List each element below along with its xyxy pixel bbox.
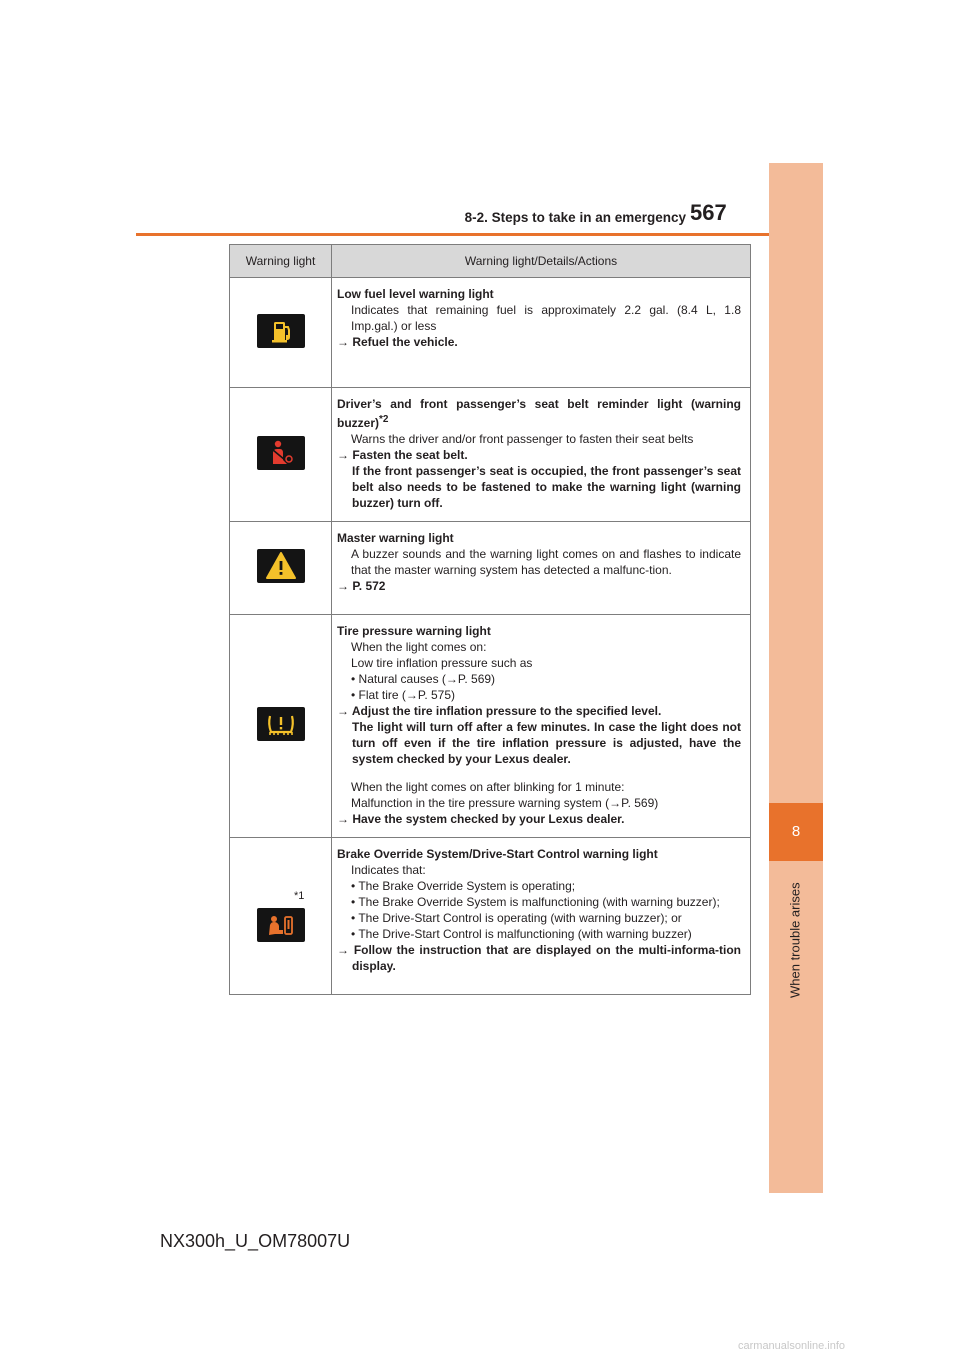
watermark: carmanualsonline.info	[738, 1340, 846, 1352]
document-code: NX300h_U_OM78007U	[160, 1231, 351, 1251]
table-row	[230, 522, 751, 615]
row-action: → P. 572	[337, 579, 386, 593]
row-line: Malfunction in the tire pressure warning system (→P. 569)	[351, 796, 659, 810]
warning-triangle-icon	[257, 549, 305, 583]
col-header-details: Warning light/Details/Actions	[332, 245, 751, 278]
list-item: • Flat tire (→P. 575)	[351, 688, 456, 702]
row-title: Driver’s and front passenger’s seat belt reminder light (warning buzzer)$^{*2}$	[337, 397, 741, 430]
details-cell	[332, 522, 751, 615]
row-action: → Refuel the vehicle.	[337, 335, 458, 349]
page-number: 567	[690, 200, 727, 225]
details-cell	[332, 388, 751, 522]
row-description: Indicates that remaining fuel is approximately 2.2 gal. (8.4 L, 1.8 Imp.gal.) or less	[351, 303, 741, 333]
list-item: • The Drive-Start Control is operating (with warning buzzer); or	[351, 911, 682, 925]
footnote-ref: *2	[379, 414, 389, 425]
details-cell	[332, 838, 751, 995]
icon-cell	[230, 522, 332, 615]
table-header-row	[230, 245, 751, 278]
tire-pressure-icon	[257, 707, 305, 741]
list-item: • The Brake Override System is malfunctioning (with warning buzzer);	[351, 895, 720, 909]
brake-override-icon	[257, 908, 305, 942]
details-cell	[332, 278, 751, 388]
side-tab-strip	[769, 163, 823, 1193]
row-title: Master warning light	[337, 531, 454, 545]
col-header-warning-light: Warning light	[230, 245, 332, 278]
chapter-title: When trouble arises	[787, 882, 803, 998]
warning-light-table	[229, 244, 751, 995]
row-action: → Fasten the seat belt.	[337, 448, 468, 462]
row-description: Warns the driver and/or front passenger to fasten their seat belts	[351, 432, 694, 446]
icon-cell	[230, 615, 332, 838]
fuel-pump-icon	[257, 314, 305, 348]
row-action: → Follow the instruction that are displayed on the multi-informa-tion display.	[337, 943, 741, 973]
details-cell	[332, 615, 751, 838]
row-action-detail: The light will turn off after a few minutes. In case the light does not turn off even if the tire inflation pressure is adjusted, have the system checked by your Lexus dealer.	[352, 720, 741, 766]
table-row	[230, 388, 751, 522]
footnote-ref: *1	[294, 890, 305, 902]
chapter-number: 8	[769, 803, 823, 861]
row-title: Low fuel level warning light	[337, 287, 494, 301]
row-line: Low tire inflation pressure such as	[351, 656, 533, 670]
row-line: Indicates that:	[351, 863, 426, 877]
row-title: Brake Override System/Drive-Start Control warning light	[337, 847, 658, 861]
row-action: → Adjust the tire inflation pressure to the specified level.	[337, 704, 662, 718]
row-title: Tire pressure warning light	[337, 624, 491, 638]
icon-cell	[230, 278, 332, 388]
row-action-detail: If the front passenger’s seat is occupied, the front passenger’s seat belt also needs to be fastened to make the warning light (warning buzzer) turn off.	[352, 464, 741, 510]
table-row	[230, 278, 751, 388]
list-item: • The Brake Override System is operating;	[351, 879, 576, 893]
icon-cell	[230, 388, 332, 522]
section-title: 8-2. Steps to take in an emergency	[464, 210, 686, 225]
header-rule	[136, 233, 823, 236]
list-item: • The Drive-Start Control is malfunctioning (with warning buzzer)	[351, 927, 692, 941]
icon-cell	[230, 838, 332, 995]
seat-belt-icon	[257, 436, 305, 470]
table-row	[230, 615, 751, 838]
row-description: A buzzer sounds and the warning light comes on and flashes to indicate that the master warning system has detected a malfunc-tion.	[351, 547, 741, 577]
row-line: When the light comes on after blinking for 1 minute:	[351, 780, 625, 794]
table-row	[230, 838, 751, 995]
row-action: → Have the system checked by your Lexus dealer.	[337, 812, 625, 826]
list-item: • Natural causes (→P. 569)	[351, 672, 496, 686]
row-line: When the light comes on:	[351, 640, 487, 654]
